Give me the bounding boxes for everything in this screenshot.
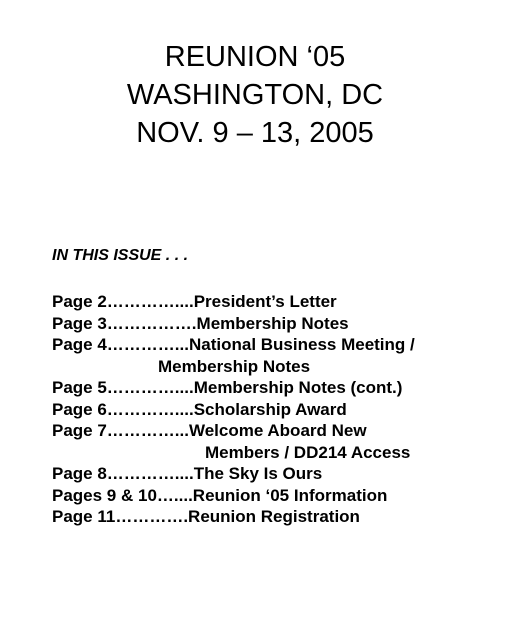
toc-entry-page-7: Page 7…………...Welcome Aboard New [52,421,367,440]
toc-entry-page-4-continuation: Membership Notes [158,356,311,376]
toc-entry-page-4: Page 4…………...National Business Meeting / [52,335,415,354]
table-of-contents [52,291,492,528]
title-line-1: REUNION ‘05 [164,41,346,73]
title-line-2: WASHINGTON, DC [126,79,384,111]
newsletter-title [0,38,510,152]
toc-entry-page-5: Page 5…………....Membership Notes (cont.) [52,378,403,397]
title-line-3: NOV. 9 – 13, 2005 [136,117,374,149]
toc-entry-page-11: Page 11………….Reunion Registration [52,507,360,526]
toc-entry-pages-9-10: Pages 9 & 10…....Reunion ‘05 Information [52,485,388,505]
in-this-issue-heading: IN THIS ISSUE . . . [52,247,189,264]
toc-entry-page-3: Page 3…………….Membership Notes [52,313,349,333]
toc-entry-page-8: Page 8…………....The Sky Is Ours [52,464,323,483]
toc-entry-page-2: Page 2…………....President’s Letter [52,292,337,311]
toc-entry-page-6: Page 6…………....Scholarship Award [52,399,347,419]
toc-entry-page-7-continuation: Members / DD214 Access [205,442,411,462]
